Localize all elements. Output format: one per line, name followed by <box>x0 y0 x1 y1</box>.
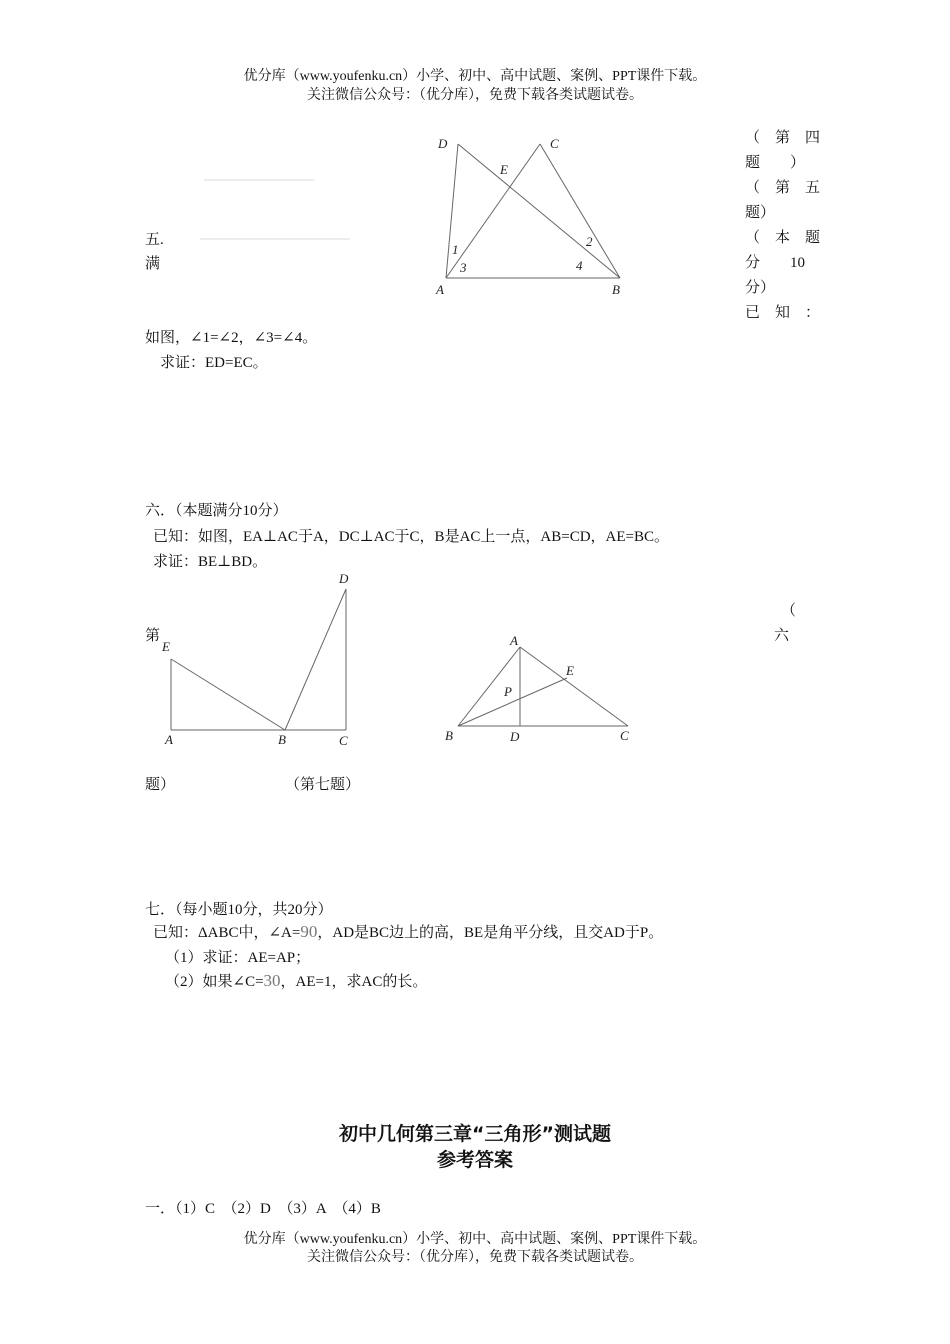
label-e: E <box>566 663 574 678</box>
q6-caption-right-cont: 六 <box>774 628 790 644</box>
q7-part-2 <box>165 970 427 991</box>
answers-title: 初中几何第三章“三角形”测试题 <box>339 1123 611 1145</box>
label-4: 4 <box>576 258 583 273</box>
q6-figure <box>155 568 365 753</box>
label-3: 3 <box>460 260 467 275</box>
side-line: 题 ） <box>745 155 806 171</box>
answers-subtitle: 参考答案 <box>436 1149 513 1171</box>
label-d: D <box>339 571 349 586</box>
label-b: B <box>612 282 620 297</box>
header-line-2: 关注微信公众号：（优分库），免费下载各类试题试卷。 <box>307 88 643 103</box>
label-b: B <box>445 728 453 743</box>
label-e: E <box>162 639 170 654</box>
footer-line-2: 关注微信公众号：（优分库），免费下载各类试题试卷。 <box>307 1250 643 1265</box>
q7-heading: 七．（每小题10分，共20分） <box>145 902 333 918</box>
label-b: B <box>278 732 286 747</box>
q6-caption-left-cont: 题） <box>145 777 176 793</box>
label-2: 2 <box>586 234 593 249</box>
q6-caption-left: 第 <box>145 628 161 644</box>
label-d: D <box>510 729 520 744</box>
q5-faint-lines <box>200 170 360 250</box>
q7-figure <box>440 630 640 750</box>
segment-eb <box>171 659 285 730</box>
q5-number-cont: 满 <box>145 256 161 272</box>
segment-da <box>446 144 458 278</box>
side-line: 已 知 ： <box>745 305 821 321</box>
q6-given: 已知：如图，EA⊥AC于A，DC⊥AC于C，B是AC上一点，AB=CD，AE=BC。 <box>153 529 670 545</box>
label-c: C <box>550 136 559 151</box>
q7-part-2-pre: （2）如果∠C= <box>165 974 264 990</box>
q5-figure <box>430 130 640 300</box>
q6-caption-right: （ <box>781 603 797 619</box>
q7-part-2-post: ，AE=1，求AC的长。 <box>280 974 428 990</box>
answers-line-1: 一．（1）C （2）D （3）A （4）B <box>145 1201 381 1217</box>
side-line: （ 本 题 <box>745 230 821 246</box>
q7-angle-value: 90 <box>300 922 318 941</box>
q5-side-note <box>745 126 820 326</box>
q7-figure-caption: （第七题） <box>285 777 361 793</box>
segment-db <box>458 144 620 278</box>
header-line-1: 优分库（www.youfenku.cn）小学、初中、高中试题、案例、PPT课件下载。 <box>243 69 707 84</box>
q5-given: 如图，∠1=∠2，∠3=∠4。 <box>145 330 318 346</box>
q7-angle-c-value: 30 <box>263 971 281 990</box>
q5-prove: 求证：ED=EC。 <box>160 355 268 371</box>
q7-given-pre: 已知：ΔABC中，∠A= <box>153 925 301 941</box>
footer-line-1: 优分库（www.youfenku.cn）小学、初中、高中试题、案例、PPT课件下载。 <box>243 1232 707 1247</box>
label-a: A <box>165 732 173 747</box>
q5-number: 五. <box>145 232 164 248</box>
label-d: D <box>438 136 448 151</box>
side-line: 分） <box>745 280 776 296</box>
q7-given-post: ，AD是BC边上的高，BE是角平分线，且交AD于P。 <box>317 925 664 941</box>
label-1: 1 <box>452 242 459 257</box>
segment-ca <box>446 144 540 278</box>
side-line: 题） <box>745 205 776 221</box>
label-a: A <box>510 633 518 648</box>
q7-part-1: （1）求证：AE=AP； <box>165 950 311 966</box>
label-e: E <box>500 162 508 177</box>
q6-prove: 求证：BE⊥BD。 <box>153 554 268 570</box>
side-line: （ 第 四 <box>745 130 821 146</box>
side-line: （ 第 五 <box>745 180 821 196</box>
label-c: C <box>620 728 629 743</box>
segment-bd <box>285 589 346 730</box>
q6-heading: 六．（本题满分10分） <box>145 503 288 519</box>
label-p: P <box>504 684 512 699</box>
segment-be <box>458 678 567 726</box>
q7-given <box>153 921 663 942</box>
label-a: A <box>436 282 444 297</box>
segment-ac <box>520 647 628 726</box>
side-line: 分 10 <box>745 255 806 271</box>
label-c: C <box>339 733 348 748</box>
